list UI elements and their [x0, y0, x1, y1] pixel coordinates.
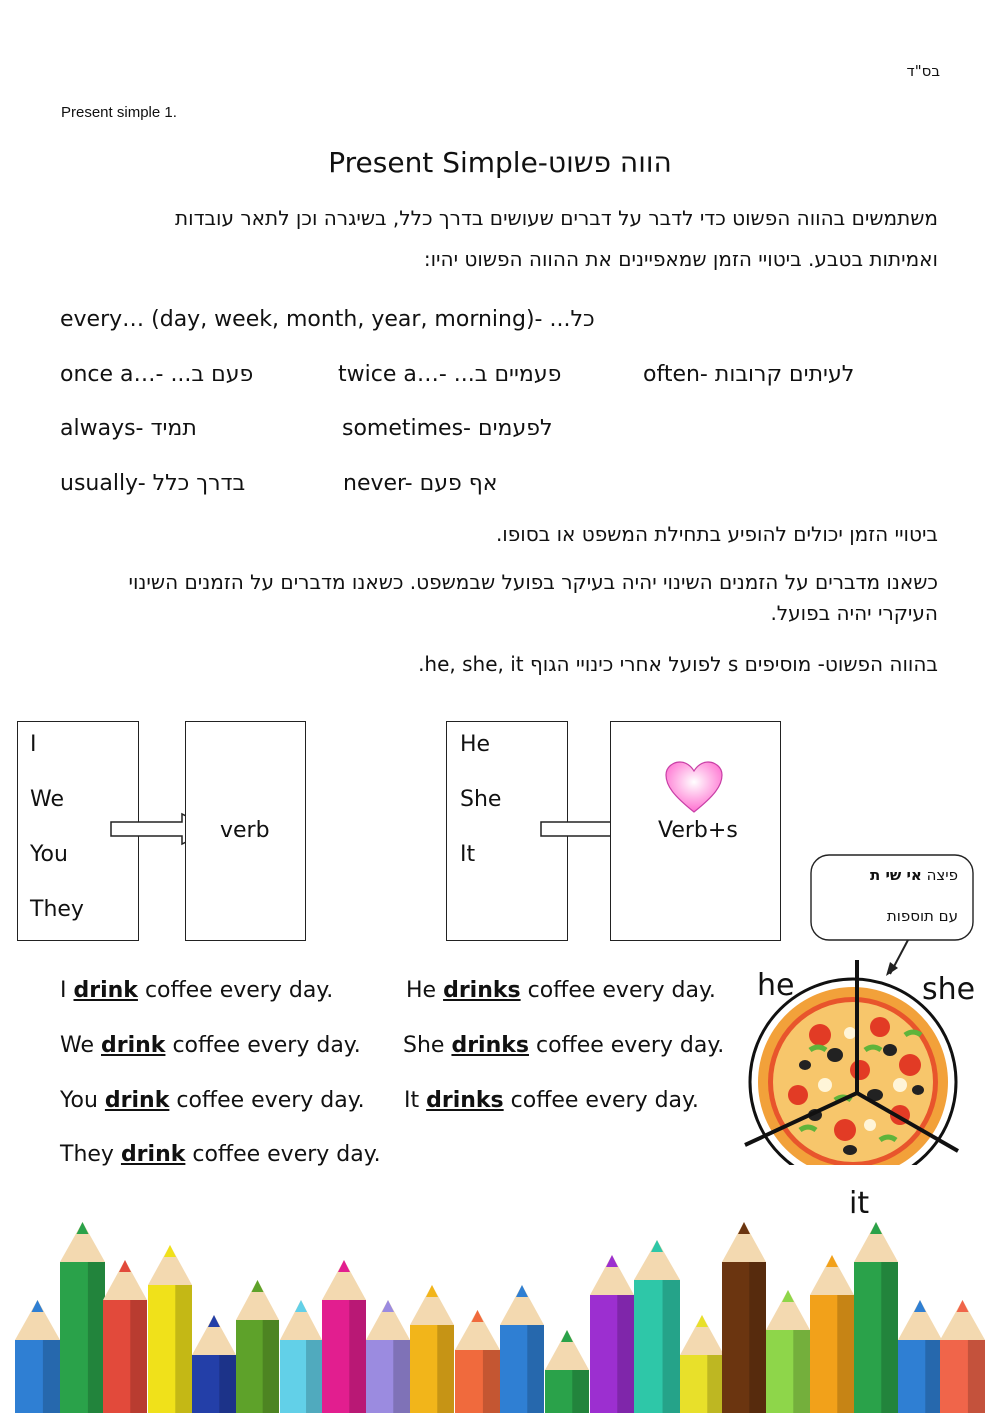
pronoun-it: It [460, 842, 476, 867]
pizza-label-he: he [757, 968, 795, 1003]
expr-always: always- תמיד [60, 416, 197, 441]
example-he: He drinks coffee every day. [406, 978, 716, 1003]
page-title: Present Simple-הווה פשוט [328, 146, 672, 179]
expr-never: never- אף פעם [343, 471, 498, 496]
pencils-border-image [0, 1200, 1000, 1413]
example-i: I drink coffee every day. [60, 978, 334, 1003]
pronoun-i: I [30, 732, 37, 757]
expr-every: every… (day, week, month, year, morning)- ...כל [60, 307, 595, 332]
worksheet-label: Present simple 1. [61, 104, 177, 121]
expr-twice: twice a…- ...פעמיים ב [338, 362, 562, 387]
example-she: She drinks coffee every day. [403, 1033, 725, 1058]
verb-s-result: Verb+s [658, 818, 738, 843]
bsd-mark: בס"ד [906, 62, 940, 80]
heart-icon [664, 760, 724, 814]
example-you: You drink coffee every day. [60, 1088, 365, 1113]
note-add-s: בהווה הפשוט- מוסיפים s לפועל אחרי כינויי הגוף he, she, it. [418, 652, 938, 676]
expr-once: once a…- ...פעם ב [60, 362, 254, 387]
note-verb-change-1: כשאנו מדברים על הזמנים השינוי יהיה בעיקר בפועל שבמשפט. כשאנו מדברים על הזמנים השינוי [128, 570, 938, 594]
callout-line-1: פיצה אי שי ת [869, 866, 958, 884]
example-we: We drink coffee every day. [60, 1033, 361, 1058]
verb-result: verb [220, 818, 270, 843]
example-it: It drinks coffee every day. [404, 1088, 699, 1113]
intro-line-1: משתמשים בהווה הפשוט כדי לדבר על דברים שעושים בדרך כלל, בשיגרה וכן לתאר עובדות [174, 206, 938, 230]
pronoun-he: He [460, 732, 491, 757]
pronoun-you: You [30, 842, 68, 867]
expr-sometimes: sometimes- לפעמים [342, 416, 553, 441]
intro-line-2: ואמיתות בטבע. ביטויי הזמן שמאפיינים את ההווה הפשוט יהיו: [423, 247, 938, 271]
callout-line-2: עם תוספות [886, 907, 958, 925]
example-they: They drink coffee every day. [60, 1142, 381, 1167]
pizza-label-she: she [922, 972, 976, 1007]
pizza-label-it: it [849, 1186, 870, 1221]
expr-usually: usually- בדרך כלל [60, 471, 246, 496]
note-verb-change-2: העיקרי יהיה בפועל. [770, 601, 938, 625]
pronoun-we: We [30, 787, 64, 812]
pronoun-they: They [30, 897, 84, 922]
expr-often: often- לעיתים קרובות [643, 362, 855, 387]
pronoun-she: She [460, 787, 502, 812]
note-position: ביטויי הזמן יכולים להופיע בתחילת המשפט או בסופו. [495, 522, 938, 546]
